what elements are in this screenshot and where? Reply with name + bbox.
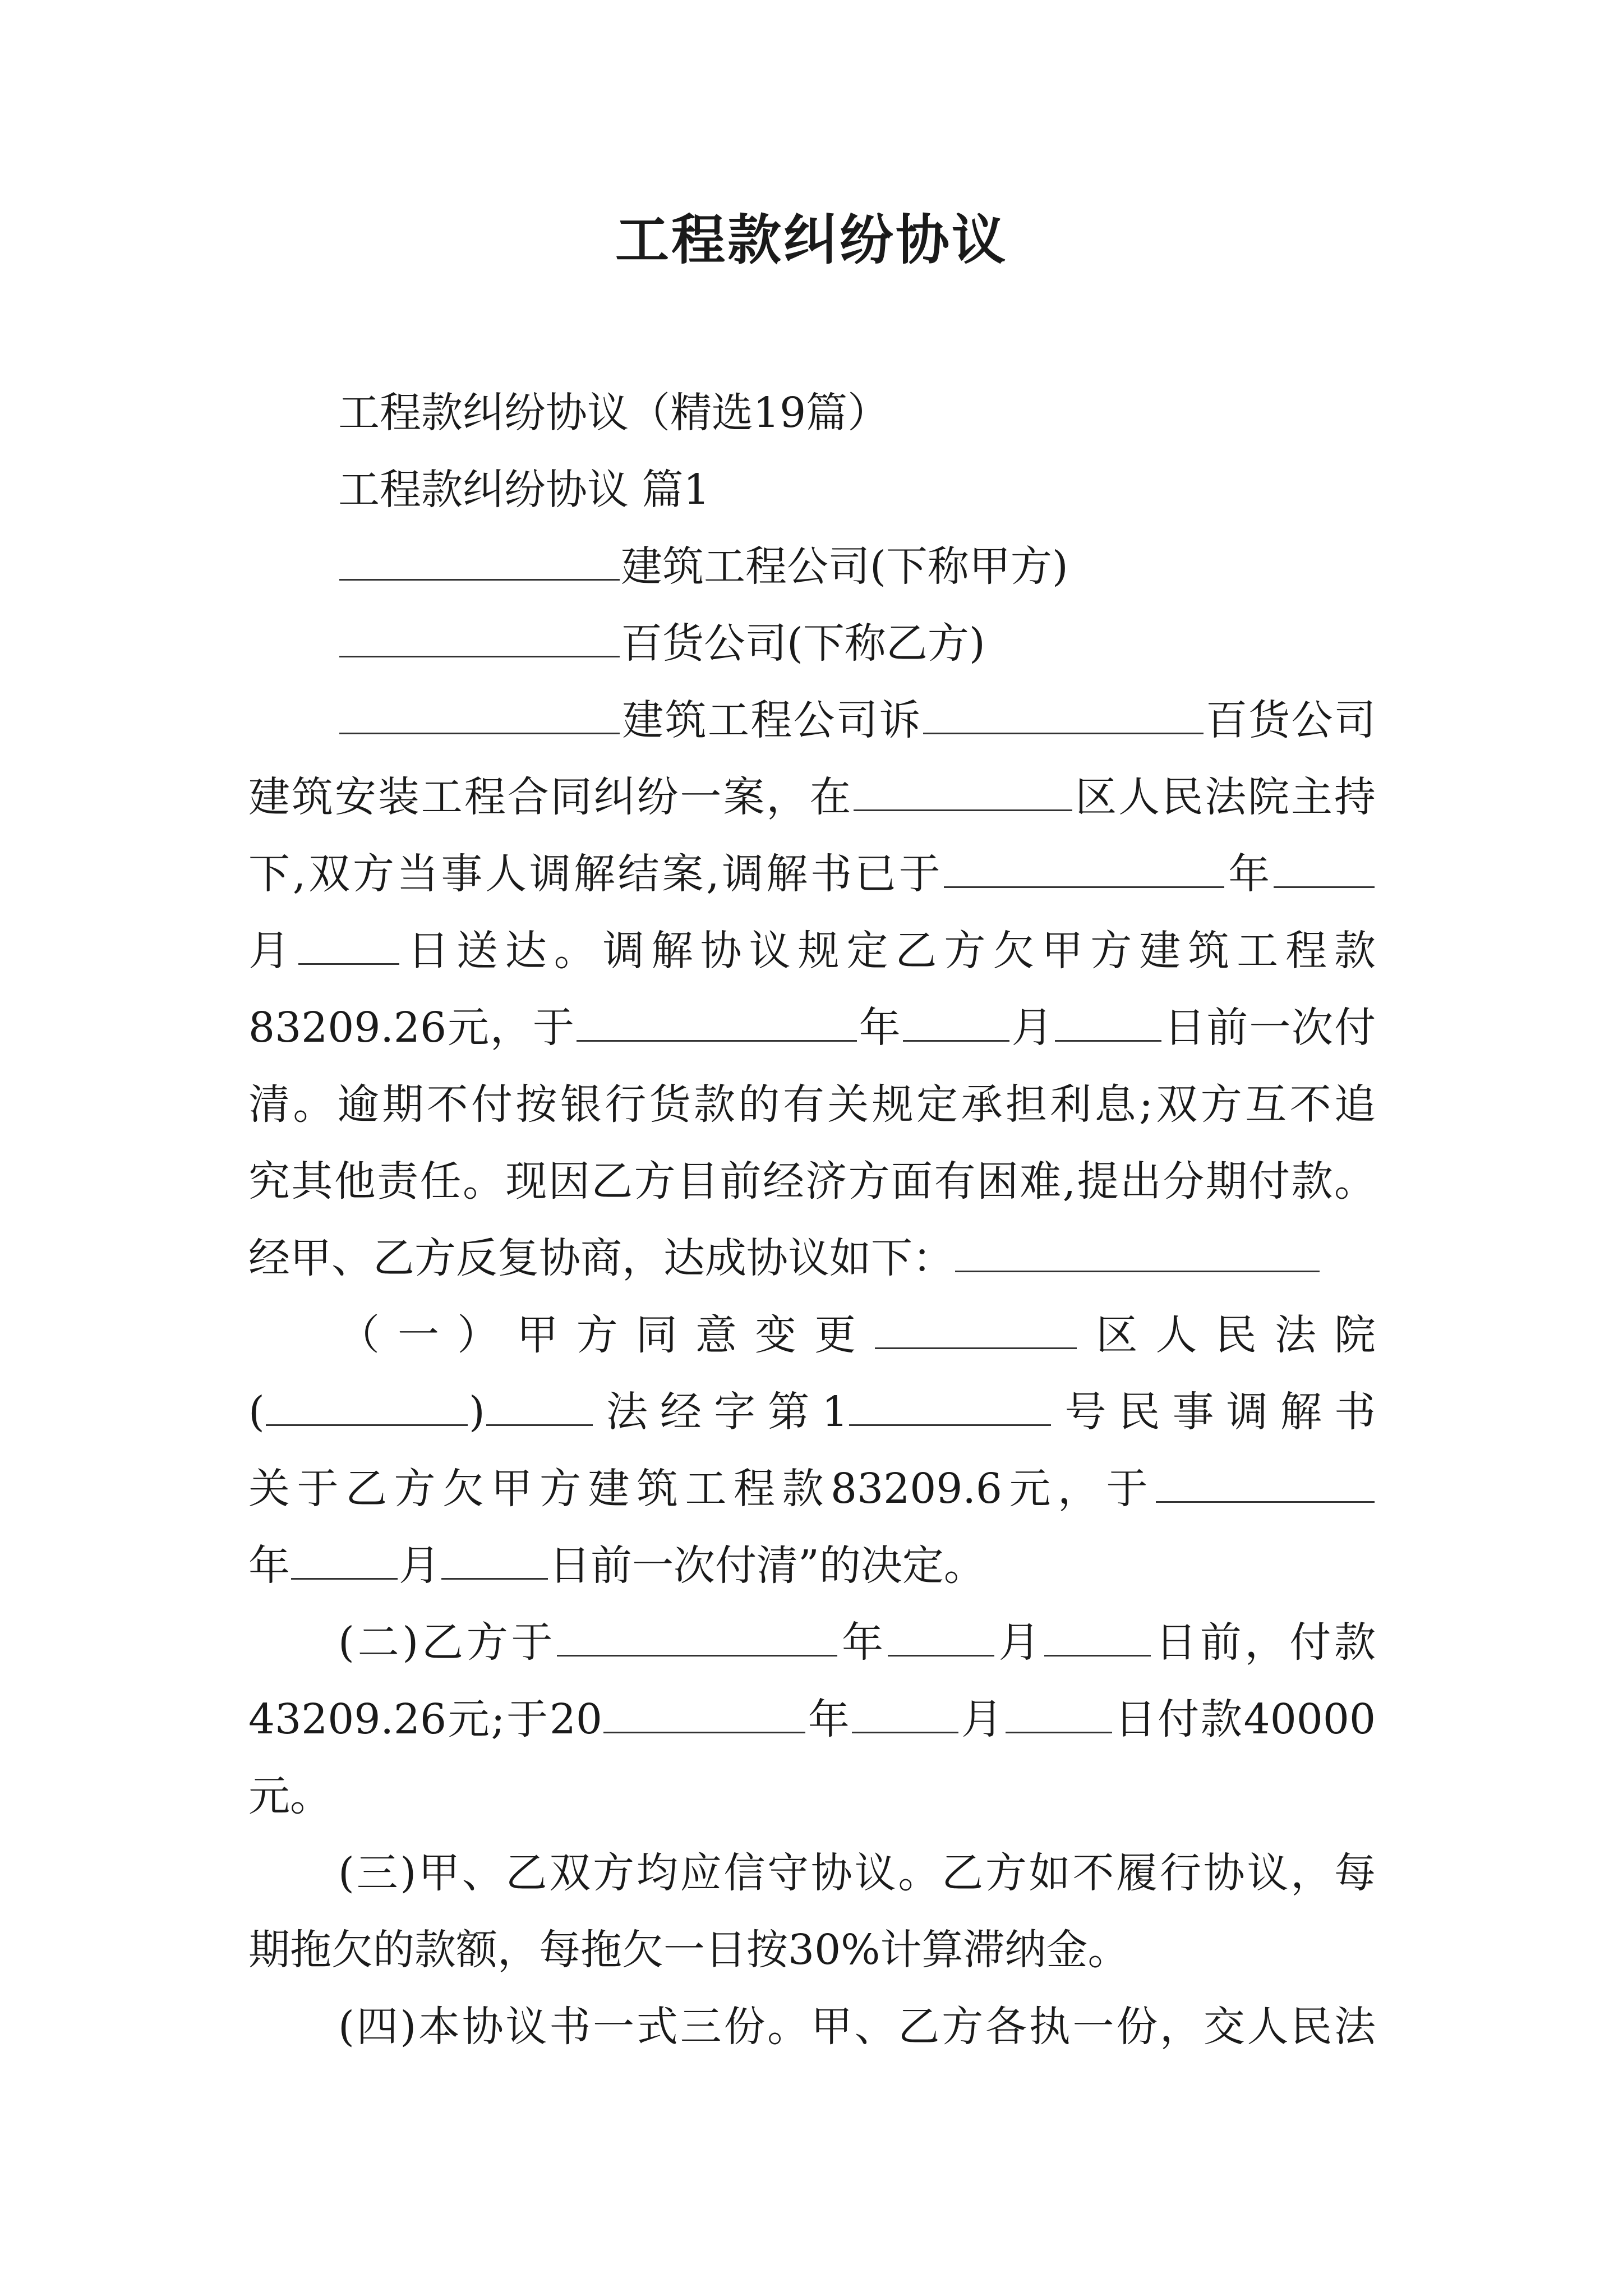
blank-field bbox=[903, 1006, 1009, 1042]
text-segment: 月 bbox=[248, 927, 297, 975]
text-segment: 号民事调解书 bbox=[1052, 1388, 1376, 1436]
text-segment: 年 bbox=[1225, 850, 1273, 898]
text-segment: 建筑安装工程合同纠纷一案，在 bbox=[248, 773, 853, 821]
paragraph-line bbox=[248, 836, 1376, 913]
blank-field bbox=[557, 1621, 837, 1657]
text-segment: 经甲、乙方反复协商，达成协议如下： bbox=[248, 1234, 954, 1282]
blank-field bbox=[577, 1006, 857, 1042]
text-segment: 83209.26元，于 bbox=[248, 1004, 575, 1052]
text-segment: (四)本协议书一式三份。甲、乙方各执一份，交人民法 bbox=[338, 2003, 1376, 2051]
text-segment: 月 bbox=[995, 1618, 1044, 1667]
text-segment: 期拖欠的款额，每拖欠一日按30%计算滞纳金。 bbox=[248, 1926, 1129, 1974]
paragraph-line bbox=[248, 1066, 1376, 1143]
text-segment: (二)乙方于 bbox=[338, 1618, 556, 1667]
paragraph-line bbox=[248, 1220, 1376, 1297]
text-segment: 下,双方当事人调解结案,调解书已于 bbox=[248, 850, 943, 898]
text-segment: 43209.26元;于20 bbox=[248, 1695, 602, 1743]
text-segment: 年 bbox=[857, 1004, 902, 1052]
clause-4-line bbox=[248, 1989, 1376, 2065]
text-segment: 月 bbox=[960, 1695, 1004, 1743]
blank-field bbox=[955, 1237, 1320, 1272]
text-segment: 年 bbox=[248, 1542, 290, 1590]
clause-3-line bbox=[248, 1835, 1376, 1912]
subtitle-text: 工程款纠纷协议（精选19篇） bbox=[338, 389, 889, 437]
text-segment: 清。逾期不付按银行货款的有关规定承担利息;双方互不追 bbox=[248, 1080, 1376, 1129]
text-segment: 百货公司 bbox=[1204, 696, 1376, 744]
paragraph-line bbox=[248, 759, 1376, 836]
clause-1-line bbox=[248, 1374, 1376, 1451]
blank-field bbox=[1274, 853, 1375, 888]
clause-2-line bbox=[248, 1681, 1376, 1758]
text-segment: 日付款40000 bbox=[1113, 1695, 1376, 1743]
text-segment: 区人民法院 bbox=[1078, 1311, 1376, 1359]
section-heading-text: 工程款纠纷协议 篇1 bbox=[338, 466, 710, 514]
text-segment: 日前一次付 bbox=[1163, 1004, 1376, 1052]
text-segment: 究其他责任。现因乙方目前经济方面有困难,提出分期付款。 bbox=[248, 1157, 1376, 1205]
subtitle-line bbox=[248, 375, 1376, 452]
party-a-text: 建筑工程公司(下称甲方) bbox=[621, 542, 1068, 591]
paragraph-line bbox=[248, 682, 1376, 759]
blank-field bbox=[291, 1544, 398, 1580]
clause-2-line bbox=[248, 1758, 1376, 1835]
clause-3-line bbox=[248, 1912, 1376, 1989]
paragraph-line bbox=[248, 1143, 1376, 1220]
blank-field bbox=[1156, 1467, 1375, 1503]
document-title: 工程款纠纷协议 bbox=[615, 208, 1008, 272]
text-segment: 法经字第1 bbox=[593, 1388, 849, 1436]
party-b-line bbox=[248, 605, 1376, 682]
party-b-text: 百货公司(下称乙方) bbox=[621, 619, 985, 668]
blank-field bbox=[923, 699, 1204, 734]
text-segment: 日前，付款 bbox=[1152, 1618, 1376, 1667]
blank-field bbox=[266, 1391, 468, 1426]
text-segment: （一）甲方同意变更 bbox=[338, 1311, 874, 1359]
clause-1-line bbox=[248, 1297, 1376, 1374]
text-segment: (三)甲、乙双方均应信守协议。乙方如不履行协议，每 bbox=[338, 1849, 1376, 1897]
blank-field bbox=[852, 1698, 958, 1733]
text-segment: 建筑工程公司诉 bbox=[621, 696, 922, 744]
blank-field bbox=[1044, 1621, 1151, 1657]
blank-field bbox=[339, 545, 620, 581]
blank-field bbox=[486, 1391, 593, 1426]
clause-1-line bbox=[248, 1527, 1376, 1604]
text-segment: 日前一次付清”的决定。 bbox=[549, 1542, 985, 1590]
paragraph-line bbox=[248, 913, 1376, 990]
blank-field bbox=[944, 853, 1224, 888]
blank-field bbox=[603, 1698, 805, 1733]
text-segment: 年 bbox=[838, 1618, 887, 1667]
blank-field bbox=[1055, 1006, 1161, 1042]
section-heading bbox=[248, 452, 1376, 528]
text-segment: 元。 bbox=[248, 1772, 331, 1820]
party-a-line bbox=[248, 528, 1376, 605]
text-segment: 月 bbox=[1010, 1004, 1054, 1052]
text-segment: ) bbox=[468, 1388, 485, 1436]
text-segment: 区人民法院主持 bbox=[1073, 773, 1376, 821]
text-segment: 年 bbox=[806, 1695, 851, 1743]
clause-2-line bbox=[248, 1604, 1376, 1681]
blank-field bbox=[875, 1314, 1077, 1349]
blank-field bbox=[441, 1544, 548, 1580]
blank-field bbox=[854, 776, 1072, 811]
blank-field bbox=[298, 930, 399, 965]
text-segment: ( bbox=[248, 1388, 265, 1436]
paragraph-line bbox=[248, 990, 1376, 1066]
clause-1-line bbox=[248, 1451, 1376, 1527]
blank-field bbox=[339, 699, 620, 734]
document-body bbox=[248, 375, 1376, 2065]
text-segment: 月 bbox=[399, 1542, 440, 1590]
blank-field bbox=[888, 1621, 994, 1657]
blank-field bbox=[1006, 1698, 1112, 1733]
text-segment: 日送达。调解协议规定乙方欠甲方建筑工程款 bbox=[400, 927, 1376, 975]
blank-field bbox=[339, 622, 620, 657]
text-segment: 关于乙方欠甲方建筑工程款83209.6元，于 bbox=[248, 1465, 1155, 1513]
blank-field bbox=[849, 1391, 1051, 1426]
